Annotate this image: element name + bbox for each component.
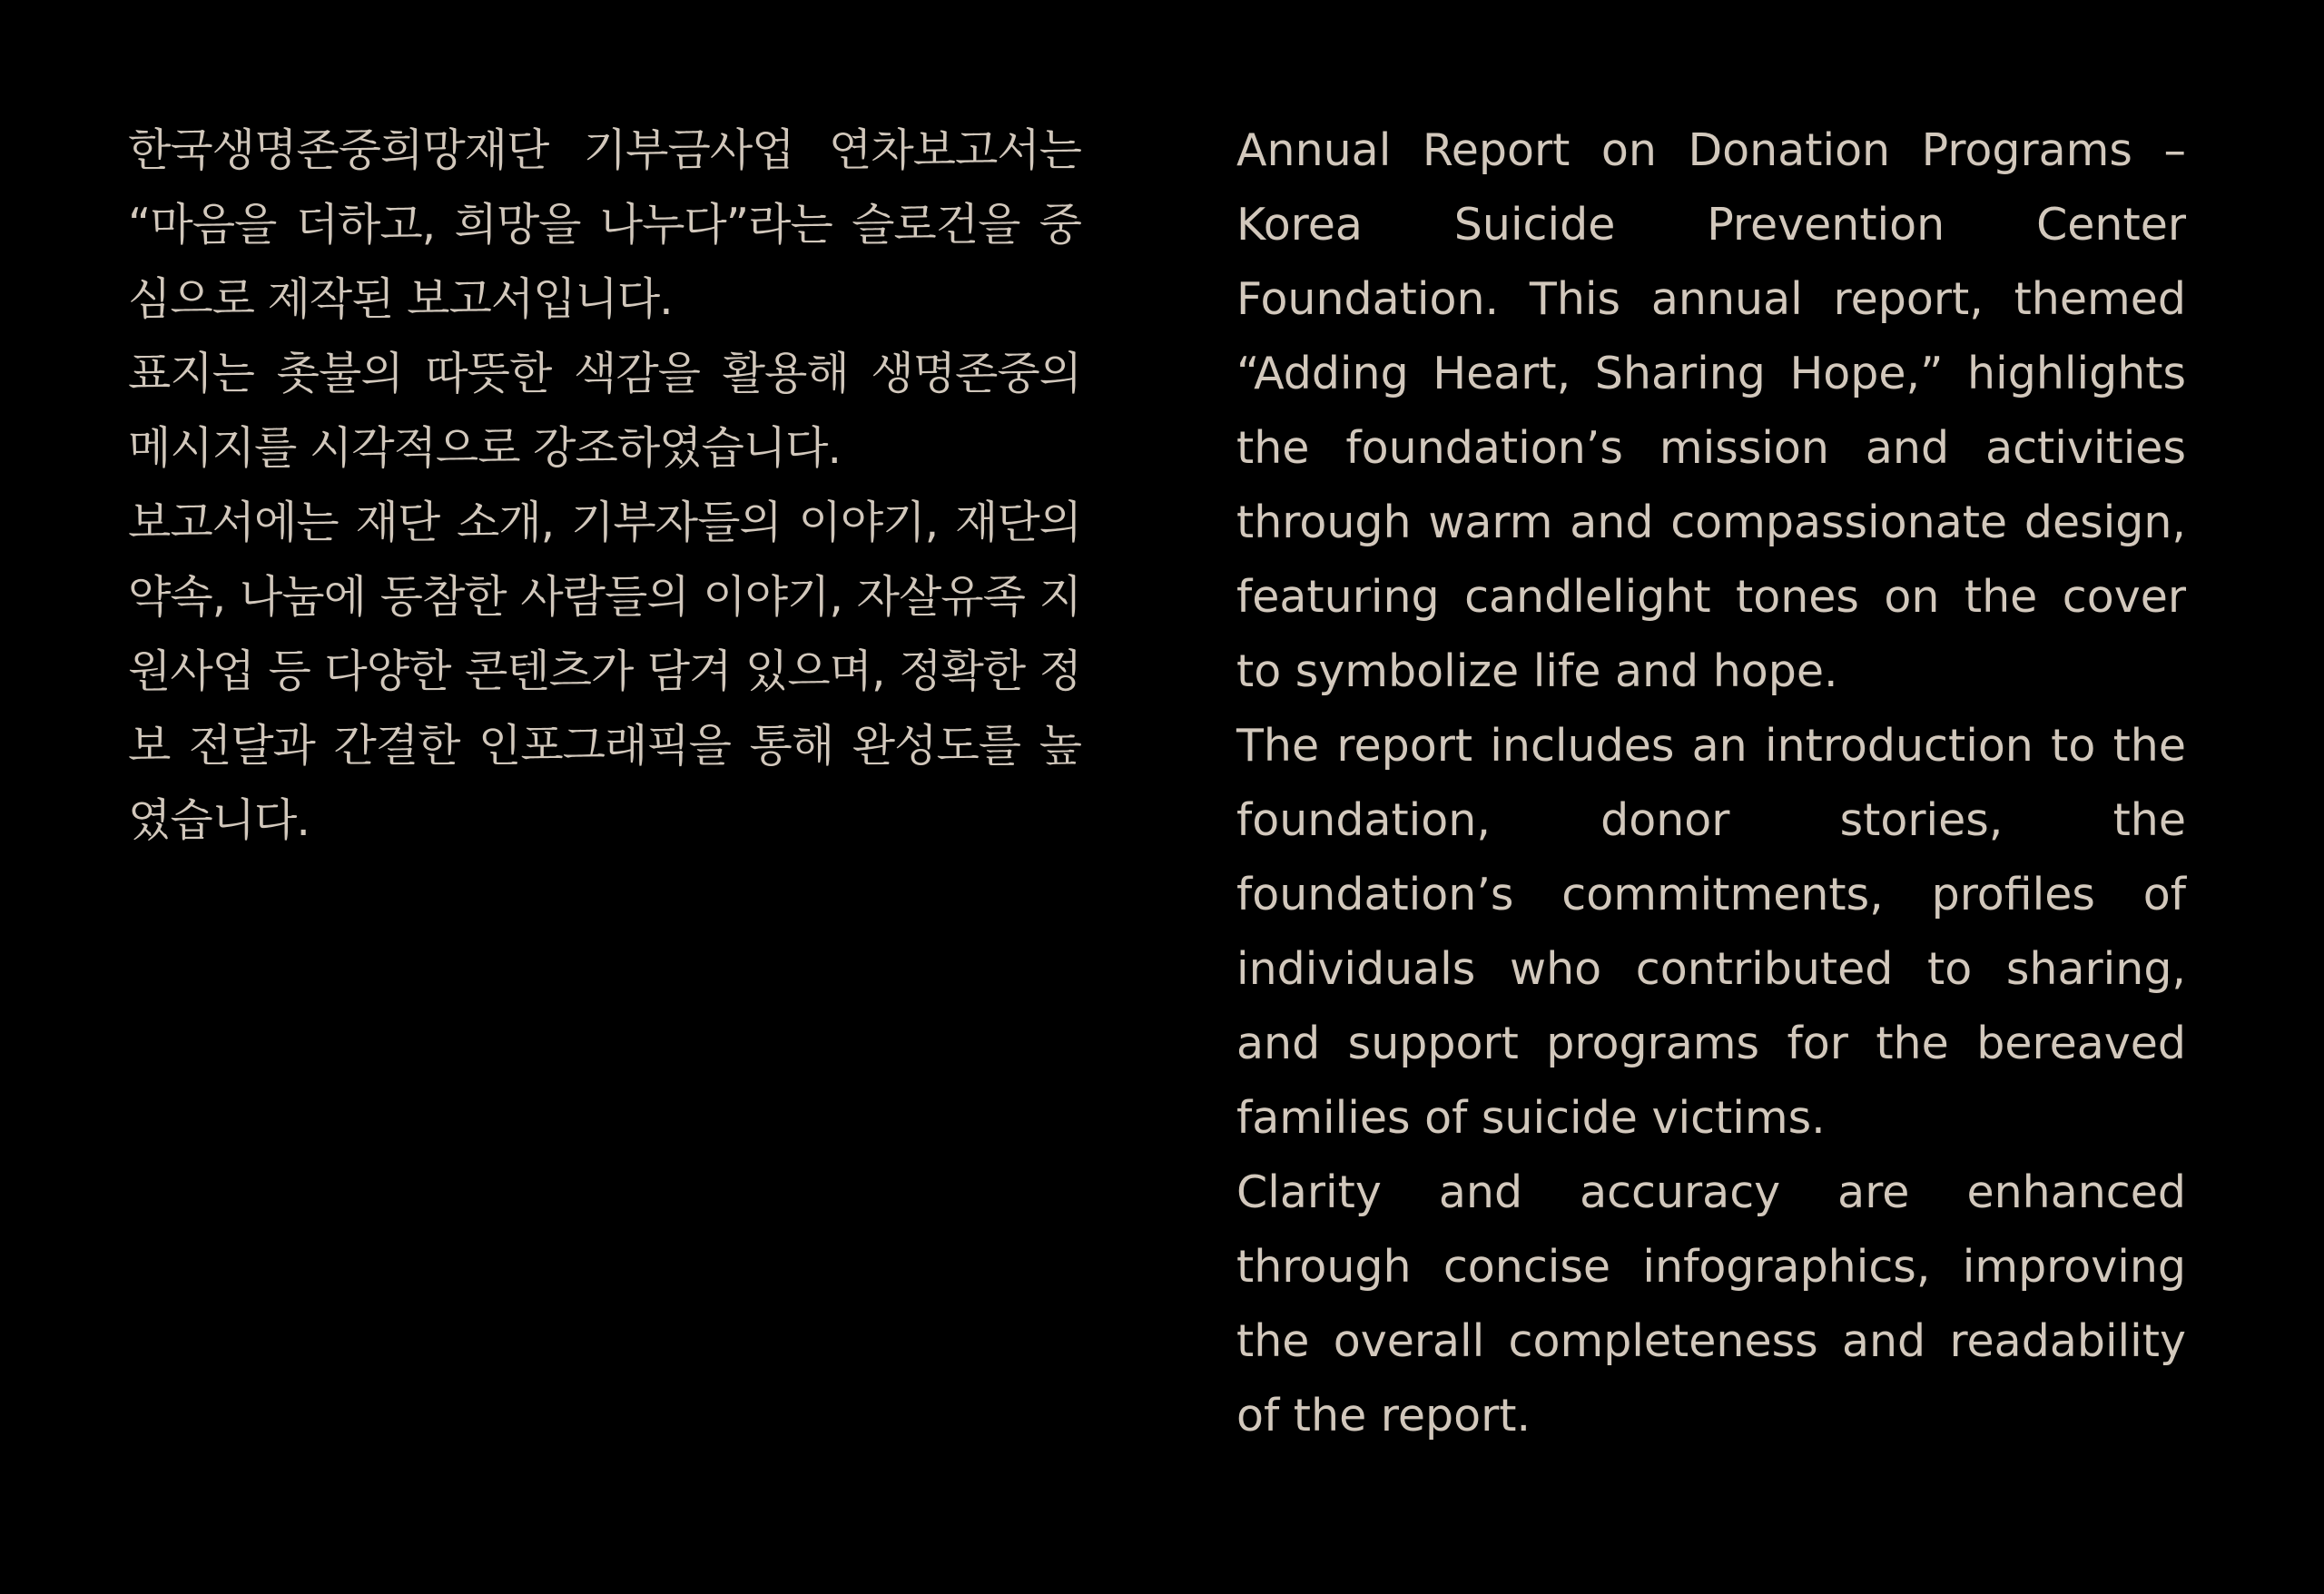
korean-description-column: [128, 113, 1081, 858]
english-description-column: [1236, 113, 2186, 1453]
english-paragraph-clarity: Clarity and accuracy are enhanced through concise infographics, improving the overall completeness and readability of the report.: [1236, 1166, 2186, 1441]
english-paragraph-contents: The report includes an introduction to the foundation, donor stories, the foundation’s commitments, profiles of individuals who contributed to sharing, and support programs for the bereaved families of suicide victims.: [1236, 720, 2186, 1144]
english-paragraph-intro: Annual Report on Donation Programs – Korea Suicide Prevention Center Foundation. This annual report, themed “Adding Heart, Sharing Hope,” highlights the foundation’s mission and activities through warm and compassionate design, featuring candlelight tones on the cover to symbolize life and hope.: [1236, 124, 2186, 697]
korean-paragraph-cover: 표지는 촛불의 따뜻한 색감을 활용해 생명존중의 메시지를 시각적으로 강조하였습니다.: [128, 348, 1081, 474]
korean-paragraph-contents: 보고서에는 재단 소개, 기부자들의 이야기, 재단의 약속, 나눔에 동참한 사람들의 이야기, 자살유족 지원사업 등 다양한 콘텐츠가 담겨 있으며, 정확한 정보 전달과 간결한 인포그래픽을 통해 완성도를 높였습니다.: [128, 497, 1081, 846]
korean-paragraph-intro: 한국생명존중희망재단 기부금사업 연차보고서는 “마음을 더하고, 희망을 나누다”라는 슬로건을 중심으로 제작된 보고서입니다.: [128, 124, 1081, 325]
